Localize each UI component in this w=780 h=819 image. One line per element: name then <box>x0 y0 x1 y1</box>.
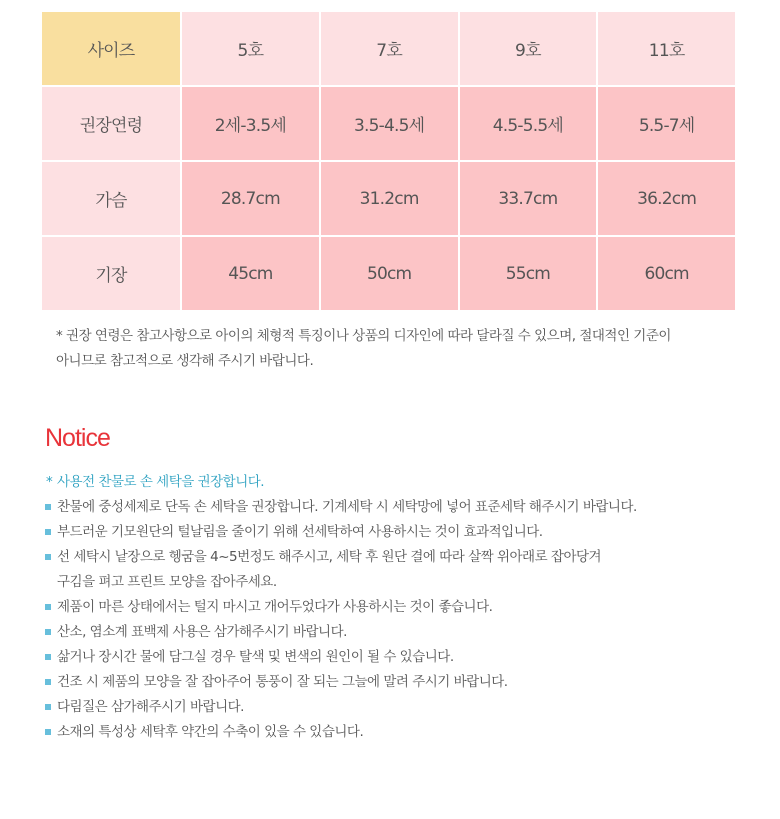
footnote-line: * 권장 연령은 참고사항으로 아이의 체형적 특징이나 상품의 디자인에 따라 달라질 수 있으며, 절대적인 기준이 <box>56 328 671 344</box>
notice-lead <box>45 470 745 495</box>
list-item-text: 산소, 염소계 표백제 사용은 삼가해주시기 바랍니다. <box>57 624 347 640</box>
list-item <box>45 695 745 720</box>
table-cell: 3.5-4.5세 <box>320 86 459 161</box>
list-item <box>45 495 745 520</box>
list-item-text: 부드러운 기모원단의 털날림을 줄이기 위해 선세탁하여 사용하시는 것이 효과적입니다. <box>57 524 543 540</box>
list-item <box>45 620 745 645</box>
list-item <box>45 670 745 695</box>
table-cell: 50cm <box>320 236 459 311</box>
row-label-chest: 가슴 <box>41 161 181 236</box>
list-item-text: 삶거나 장시간 물에 담그실 경우 탈색 및 변색의 원인이 될 수 있습니다. <box>57 649 454 665</box>
size-table-header-row <box>41 11 736 86</box>
header-cell-9: 9호 <box>459 11 598 86</box>
table-cell: 4.5-5.5세 <box>459 86 598 161</box>
table-cell: 31.2cm <box>320 161 459 236</box>
notice-list <box>45 470 745 745</box>
table-row-length <box>41 236 736 311</box>
square-bullet-icon <box>45 504 51 510</box>
list-item <box>45 645 745 670</box>
table-row-age <box>41 86 736 161</box>
notice-title: Notice <box>45 424 110 452</box>
table-cell: 2세-3.5세 <box>181 86 320 161</box>
list-item <box>45 520 745 545</box>
table-cell: 33.7cm <box>459 161 598 236</box>
header-cell-5: 5호 <box>181 11 320 86</box>
square-bullet-icon <box>45 529 51 535</box>
table-cell: 45cm <box>181 236 320 311</box>
list-item-text: 건조 시 제품의 모양을 잘 잡아주어 통풍이 잘 되는 그늘에 말려 주시기 바랍니다. <box>57 674 508 690</box>
square-bullet-icon <box>45 629 51 635</box>
table-cell: 55cm <box>459 236 598 311</box>
list-item-text-continued: 구김을 펴고 프린트 모양을 잡아주세요. <box>57 574 277 590</box>
square-bullet-icon <box>45 604 51 610</box>
list-item <box>45 545 745 595</box>
row-label-length: 기장 <box>41 236 181 311</box>
square-bullet-icon <box>45 654 51 660</box>
footnote-line: 아니므로 참고적으로 생각해 주시기 바랍니다. <box>56 353 314 369</box>
list-item <box>45 595 745 620</box>
square-bullet-icon <box>45 729 51 735</box>
square-bullet-icon <box>45 554 51 560</box>
list-item <box>45 720 745 745</box>
list-item-text: 다림질은 삼가해주시기 바랍니다. <box>57 699 244 715</box>
row-label-age: 권장연령 <box>41 86 181 161</box>
list-item-text: 제품이 마른 상태에서는 털지 마시고 개어두었다가 사용하시는 것이 좋습니다. <box>57 599 493 615</box>
header-cell-11: 11호 <box>597 11 736 86</box>
table-cell: 5.5-7세 <box>597 86 736 161</box>
table-cell: 60cm <box>597 236 736 311</box>
table-row-chest <box>41 161 736 236</box>
table-cell: 28.7cm <box>181 161 320 236</box>
list-item-text: 찬물에 중성세제로 단독 손 세탁을 권장합니다. 기계세탁 시 세탁망에 넣어 표준세탁 해주시기 바랍니다. <box>57 499 637 515</box>
header-cell-size: 사이즈 <box>41 11 181 86</box>
list-item-text: 선 세탁시 낱장으로 헹굼을 4~5번정도 해주시고, 세탁 후 원단 결에 따라 살짝 위아래로 잡아당겨 <box>57 549 602 565</box>
asterisk-icon: * <box>46 474 53 490</box>
table-cell: 36.2cm <box>597 161 736 236</box>
square-bullet-icon <box>45 679 51 685</box>
size-table <box>40 10 737 312</box>
header-cell-7: 7호 <box>320 11 459 86</box>
age-footnote <box>56 324 736 374</box>
square-bullet-icon <box>45 704 51 710</box>
list-item-text: 소재의 특성상 세탁후 약간의 수축이 있을 수 있습니다. <box>57 724 364 740</box>
notice-lead-text: 사용전 찬물로 손 세탁을 권장합니다. <box>57 474 265 490</box>
